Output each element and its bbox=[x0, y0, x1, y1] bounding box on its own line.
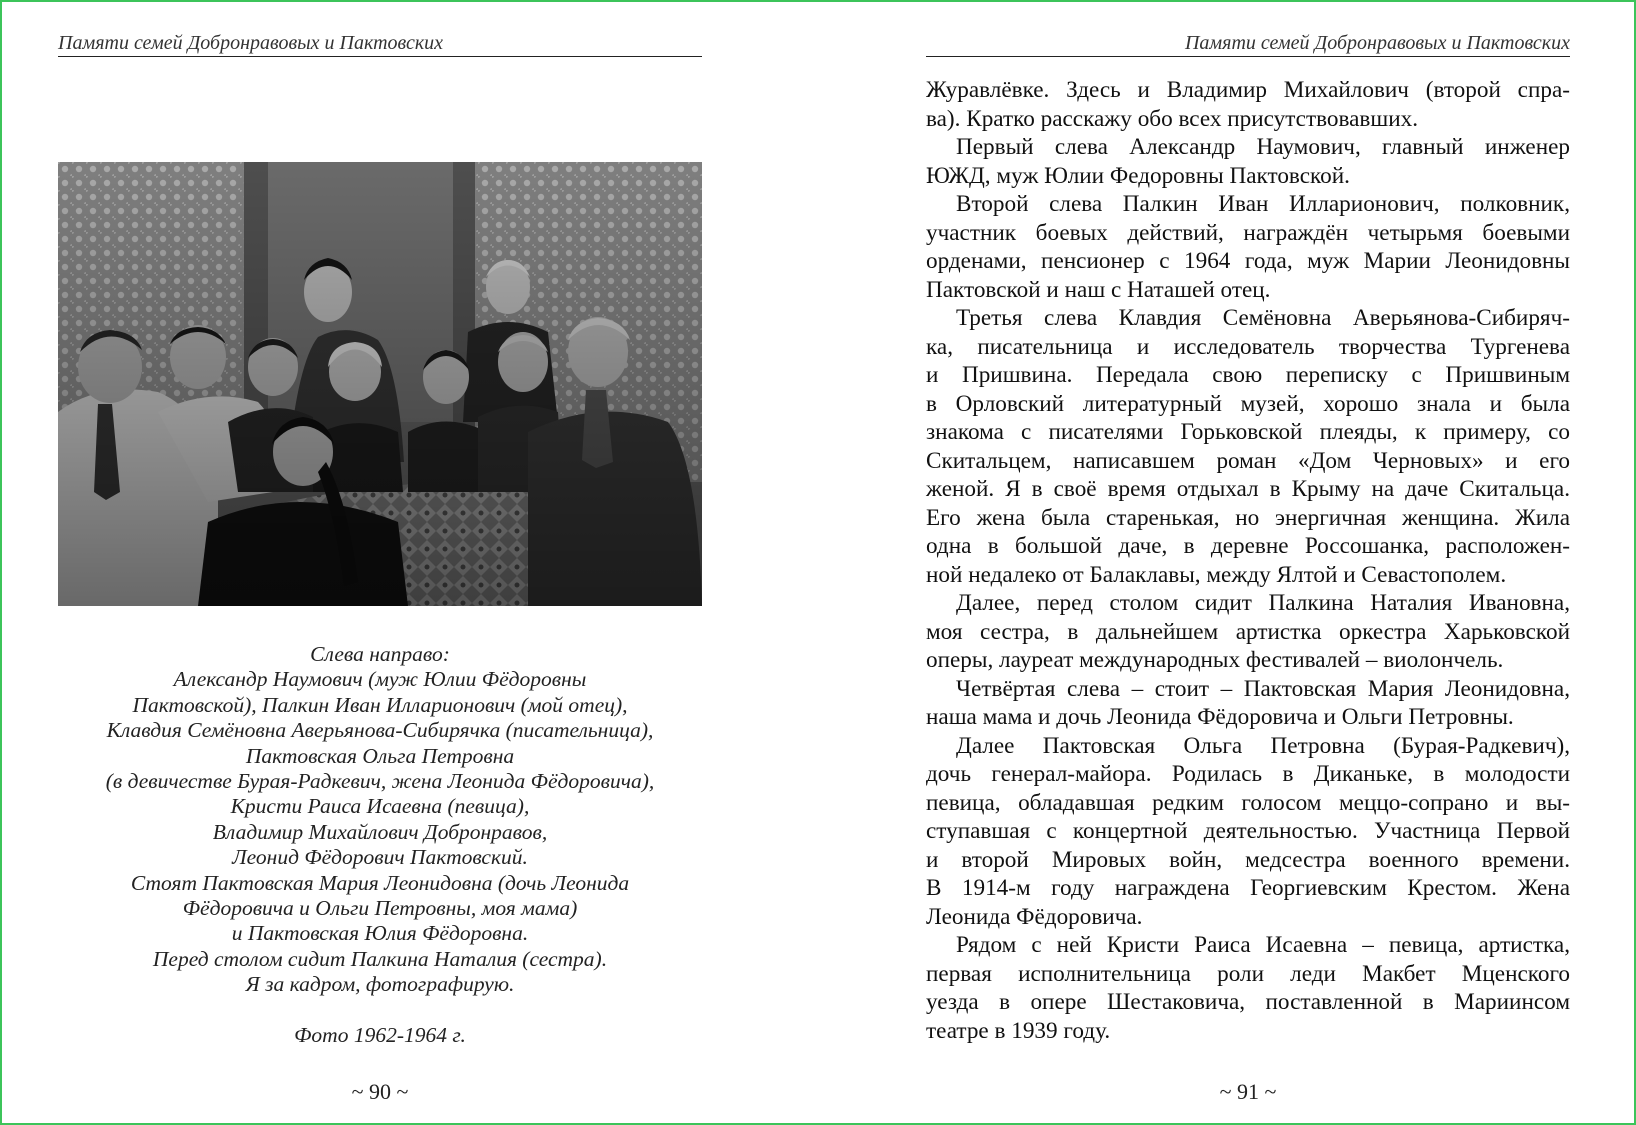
text-line: Четвёртая слева – стоит – Пактовская Мария Леонидовна, bbox=[956, 675, 1570, 702]
caption-line: Александр Наумович (муж Юлии Фёдоровны bbox=[173, 667, 587, 692]
left-page-number: ~ 90 ~ bbox=[351, 1079, 409, 1104]
caption-line: Владимир Михайлович Добронравов, bbox=[212, 819, 548, 844]
text-line: Леонида Фёдоровича. bbox=[926, 903, 1143, 930]
text-line: Пактовской и наш с Наташей отец. bbox=[926, 276, 1271, 303]
caption-line: (в девичестве Бурая-Радкевич, жена Леонида Фёдоровича), bbox=[105, 769, 655, 794]
text-line: первая исполнительница роли леди Макбет Мценского bbox=[926, 960, 1570, 987]
text-line: ной недалеко от Балаклавы, между Ялтой и Севастополем. bbox=[926, 561, 1507, 588]
caption-line: Я за кадром, фотографирую. bbox=[245, 972, 515, 997]
caption-line: Фёдоровича и Ольги Петровны, моя мама) bbox=[182, 896, 578, 921]
text-line: Далее Пактовская Ольга Петровна (Бурая-Радкевич), bbox=[956, 732, 1570, 759]
text-line: дочь генерал-майора. Родилась в Диканьке, в молодости bbox=[926, 761, 1570, 787]
left-running-head: Памяти семей Добронравовых и Пактовских bbox=[58, 30, 702, 57]
text-line: женой. Я в своё время отдыхал в Крыму на даче Скитальца. bbox=[926, 476, 1570, 502]
text-line: и Пришвина. Передала свою переписку с Пришвиным bbox=[926, 362, 1570, 388]
text-line: театре в 1939 году. bbox=[926, 1017, 1111, 1044]
text-line: Рядом с ней Кристи Раиса Исаевна – певица, артистка, bbox=[956, 932, 1570, 958]
text-line: В 1914-м году награждена Георгиевским Крестом. Жена bbox=[926, 875, 1570, 901]
caption-line: Леонид Фёдорович Пактовский. bbox=[232, 845, 528, 870]
text-line: ка, писательница и исследователь творчества Тургенева bbox=[926, 333, 1570, 360]
text-line: ЮЖД, муж Юлии Федоровны Пактовской. bbox=[926, 162, 1350, 189]
right-page-number: ~ 91 ~ bbox=[1219, 1079, 1277, 1104]
caption-line: Клавдия Семёновна Аверьянова-Сибирячка (писательница), bbox=[106, 718, 654, 743]
text-line: Скитальцем, написавшем роман «Дом Черновых» и его bbox=[926, 447, 1570, 474]
photo-image bbox=[58, 162, 702, 606]
caption-line: Перед столом сидит Палкина Наталия (сестра). bbox=[152, 946, 608, 971]
text-line: орденами, пенсионер с 1964 года, муж Марии Леонидовны bbox=[926, 248, 1570, 274]
text-line: Далее, перед столом сидит Палкина Наталия Ивановна, bbox=[956, 590, 1570, 616]
text-line: Журавлёвке. Здесь и Владимир Михайлович (второй спра- bbox=[926, 77, 1570, 103]
caption-line: Кристи Раиса Исаевна (певица), bbox=[230, 794, 530, 819]
text-line: в Орловский литературный музей, хорошо знала и была bbox=[926, 390, 1570, 417]
text-line: певица, обладавшая редким голосом меццо-сопрано и вы- bbox=[926, 789, 1570, 816]
text-line: Его жена была старенькая, но энергичная женщина. Жила bbox=[926, 504, 1570, 531]
right-page bbox=[926, 2, 1570, 1123]
caption-line: и Пактовская Юлия Фёдоровна. bbox=[231, 921, 529, 946]
text-line: знакома с писателями Горьковской плеяды, к примеру, со bbox=[926, 419, 1570, 445]
text-line: одна в большой даче, в деревне Россошанка, расположен- bbox=[926, 533, 1570, 559]
body-text bbox=[926, 76, 1570, 1045]
caption-line: Стоят Пактовская Мария Леонидовна (дочь Леонида bbox=[130, 870, 630, 895]
text-line: ва). Кратко расскажу обо всех присутствовавших. bbox=[926, 105, 1418, 132]
text-line: участник боевых действий, награждён четырьмя боевыми bbox=[926, 219, 1570, 246]
caption-line: Пактовская Ольга Петровна bbox=[245, 743, 515, 768]
text-line: ступавшая с концертной деятельностью. Участница Первой bbox=[926, 818, 1570, 844]
text-line: Первый слева Александр Наумович, главный инженер bbox=[956, 134, 1570, 160]
text-line: моя сестра, в дальнейшем артистка оркестра Харьковской bbox=[926, 618, 1570, 645]
text-line: Третья слева Клавдия Семёновна Аверьянова-Сибиряч- bbox=[956, 305, 1570, 331]
text-line: и второй Мировых войн, медсестра военного времени. bbox=[926, 846, 1570, 873]
text-line: наша мама и дочь Леонида Фёдоровича и Ольги Петровны. bbox=[926, 704, 1514, 730]
right-running-head: Памяти семей Добронравовых и Пактовских bbox=[926, 30, 1570, 57]
text-line: уезда в опере Шестаковича, поставленной в Мариинсом bbox=[926, 989, 1570, 1015]
text-line: оперы, лауреат международных фестивалей – виолончель. bbox=[926, 647, 1504, 673]
caption-line: Слева направо: bbox=[310, 642, 450, 666]
photo-date: Фото 1962-1964 г. bbox=[294, 1022, 466, 1047]
left-page bbox=[58, 2, 702, 1123]
text-line: Второй слева Палкин Иван Илларионович, полковник, bbox=[956, 191, 1570, 217]
caption-line: Пактовской), Палкин Иван Илларионович (мой отец), bbox=[132, 692, 628, 717]
photo-caption bbox=[58, 642, 702, 1048]
family-group-photo bbox=[58, 162, 702, 606]
